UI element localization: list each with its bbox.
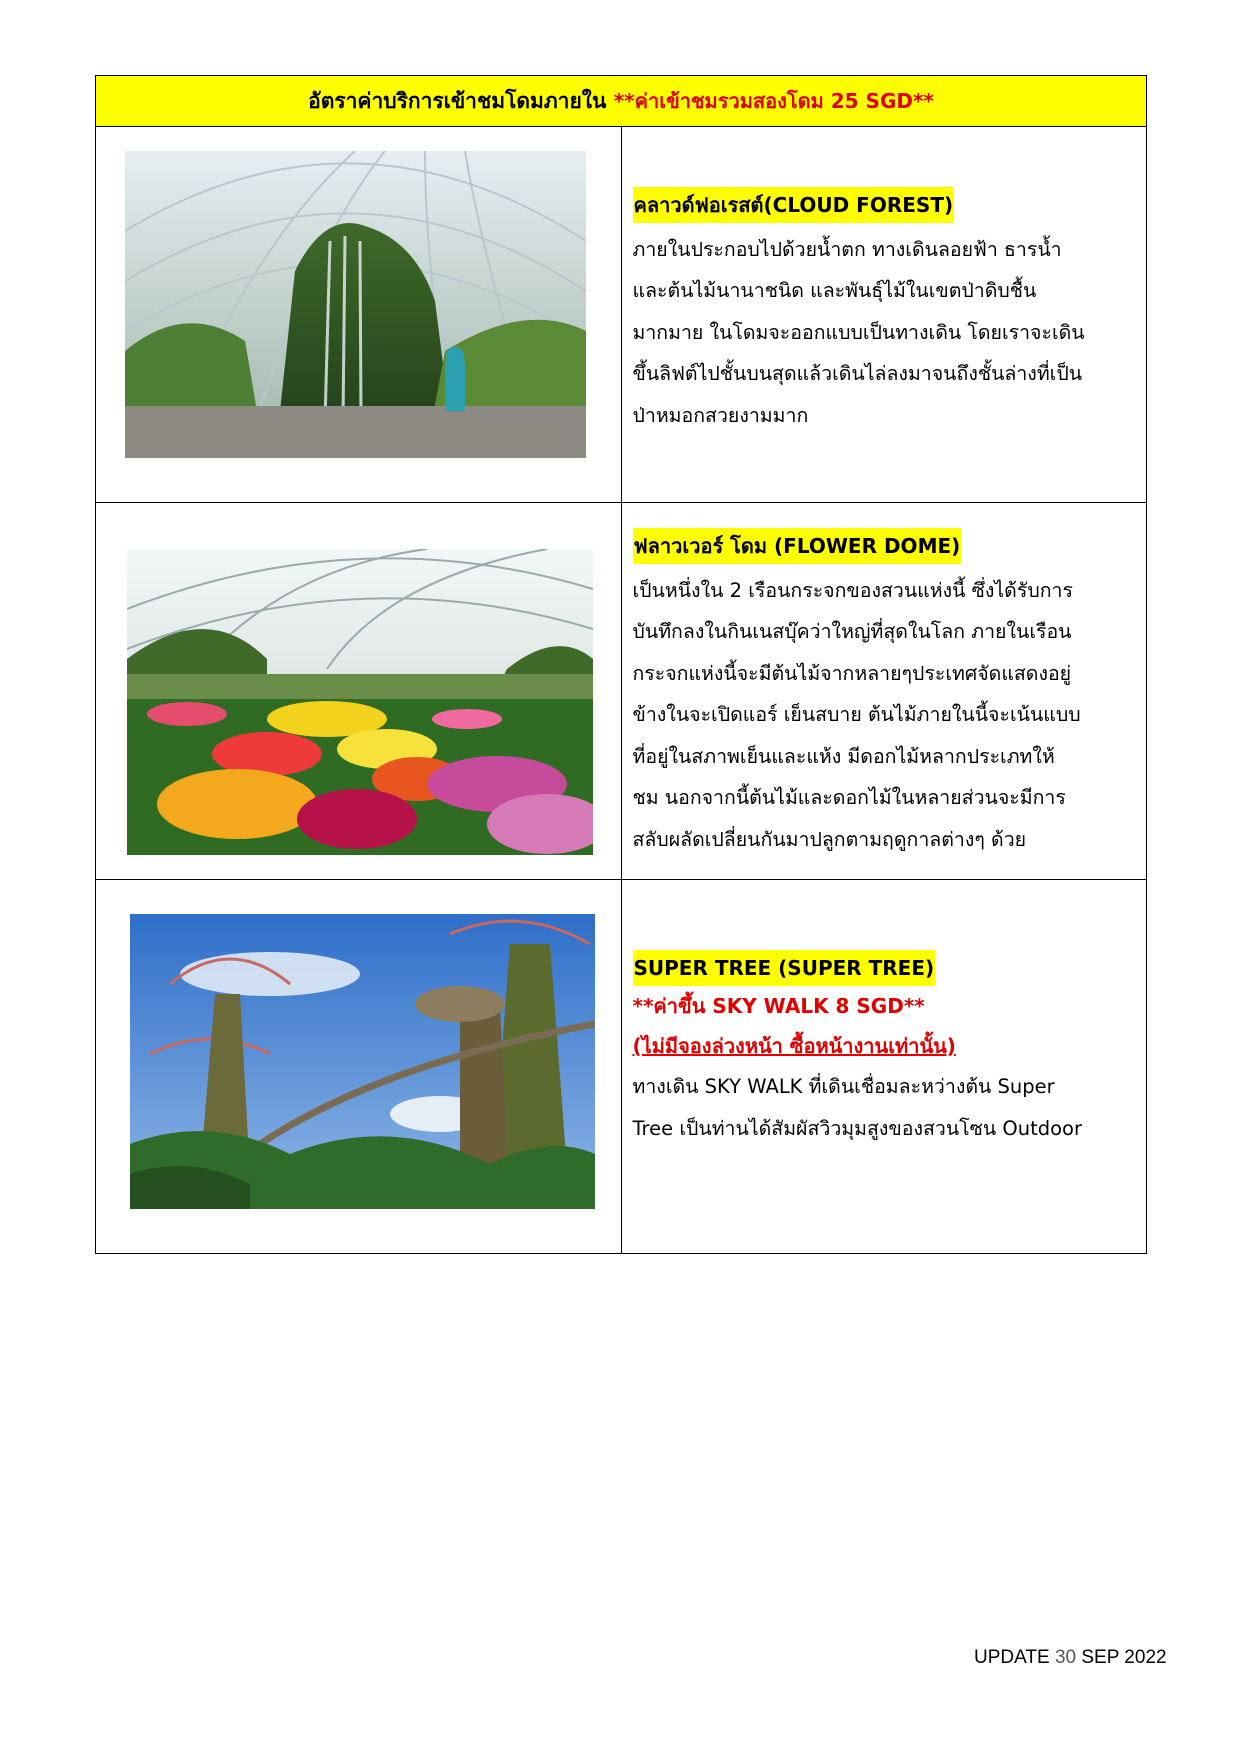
update-day: 30 [1054,1647,1077,1668]
table-row [96,127,1147,503]
update-label: UPDATE [974,1647,1055,1668]
flower-dome-image-cell [96,503,622,880]
super-tree-photo [130,914,595,1209]
text-line: และต้นไม้นานาชนิด และพันธุ์ไม้ในเขตป่าดิบชื้น [632,279,1037,303]
text-line: ที่อยู่ในสภาพเย็นและแห้ง มีดอกไม้หลากประเภทให้ [632,744,1055,768]
text-line: ข้างในจะเปิดแอร์ เย็นสบาย ต้นไม้ภายในนี้จะเน้นแบบ [632,703,1081,727]
update-date [974,1647,1167,1669]
booking-notice: (ไม่มีจองล่วงหน้า ซื้อหน้างานเท่านั้น) [632,1034,956,1058]
cloud-forest-description [633,229,1137,437]
text-line: Tree เป็นท่านได้สัมผัสวิวมุมสูงของสวนโซน Outdoor [632,1116,1083,1140]
text-line: ภายในประกอบไปด้วยน้ำตก ทางเดินลอยฟ้า ธารน้ำ [632,237,1062,261]
update-month-year: SEP 2022 [1076,1647,1167,1668]
super-tree-title: SUPER TREE (SUPER TREE) [633,950,936,986]
cloud-forest-image-cell [96,127,622,503]
super-tree-text-cell [621,880,1147,1254]
cloud-forest-title: คลาวด์ฟอเรสต์(CLOUD FOREST) [633,187,955,223]
text-line: บันทึกลงในกินเนสบุ๊คว่าใหญ่ที่สุดในโลก ภายในเรือน [632,620,1072,644]
flower-dome-description [633,570,1137,861]
header-title: อัตราค่าบริการเข้าชมโดมภายใน [308,89,607,113]
header-note: **ค่าเข้าชมรวมสองโดม 25 SGD** [613,89,934,113]
skywalk-price: **ค่าขึ้น SKY WALK 8 SGD** [632,994,925,1018]
flower-dome-photo [127,549,593,855]
cloud-forest-text-cell [621,127,1147,503]
text-line: ทางเดิน SKY WALK ที่เดินเชื่อมละหว่างต้น Super [632,1075,1055,1098]
text-line: ขึ้นลิฟต์ไปชั้นบนสุดแล้วเดินไล่ลงมาจนถึงชั้นล่างที่เป็น [632,362,1083,386]
table-row [96,503,1147,880]
text-line: เป็นหนึ่งใน 2 เรือนกระจกของสวนแห่งนี้ ซึ่งได้รับการ [632,578,1073,602]
flower-dome-title: ฟลาวเวอร์ โดม (FLOWER DOME) [633,528,962,564]
text-line: สลับผลัดเปลี่ยนกันมาปลูกตามฤดูกาลต่างๆ ด้วย [632,827,1027,851]
super-tree-image-cell [96,880,622,1254]
attractions-table [95,75,1147,1254]
text-line: มากมาย ในโดมจะออกแบบเป็นทางเดิน โดยเราจะเดิน [632,320,1085,344]
table-row [96,880,1147,1254]
text-line: กระจกแห่งนี้จะมีต้นไม้จากหลายๆประเทศจัดแสดงอยู่ [632,661,1072,685]
super-tree-description [633,1066,1137,1149]
flower-dome-text-cell [621,503,1147,880]
text-line: ป่าหมอกสวยงามมาก [632,403,809,427]
table-header [96,76,1147,127]
text-line: ชม นอกจากนี้ต้นไม้และดอกไม้ในหลายส่วนจะมีการ [632,786,1066,810]
cloud-forest-photo [125,151,586,458]
